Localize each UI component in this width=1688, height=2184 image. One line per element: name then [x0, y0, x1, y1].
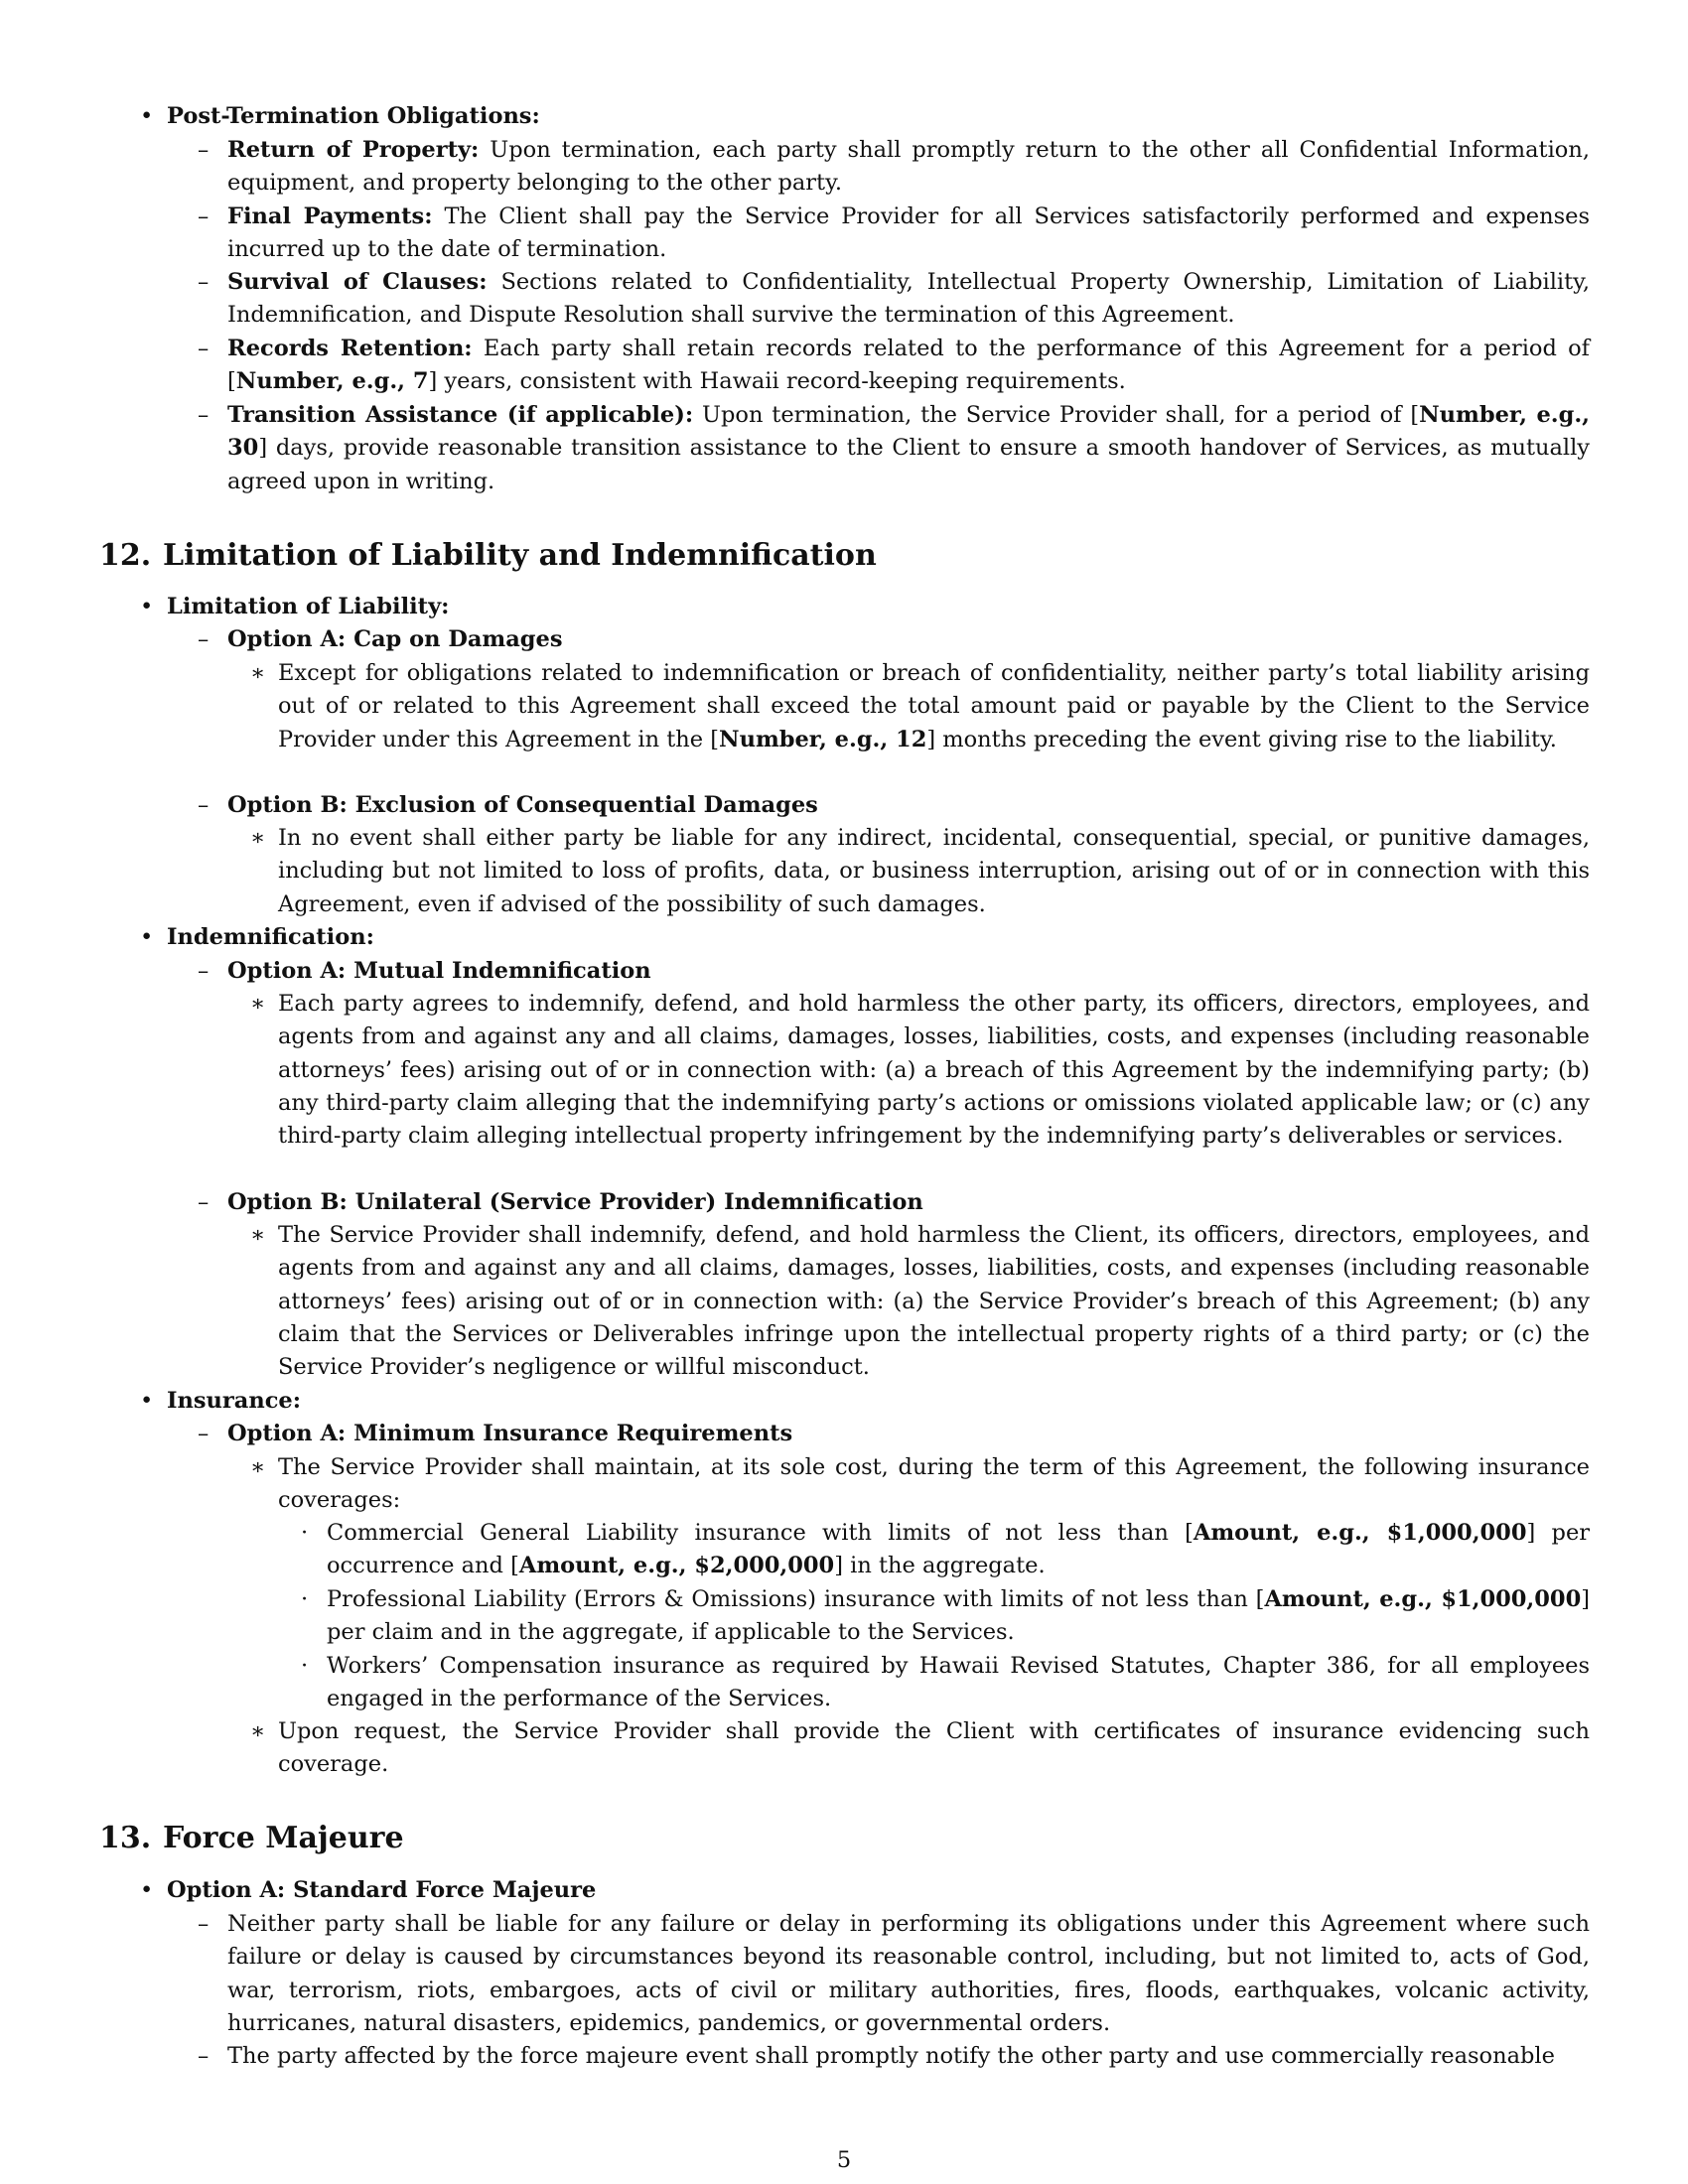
transition-text-a: Upon termination, the Service Provider shall, for a period of [ [693, 402, 1420, 428]
force-majeure-text-1: Neither party shall be liable for any failure or delay in performing its obligations under this Agreement where such failure or delay is caused by circumstances beyond its reasonable control, including, but not limited to, acts of God, war, terrorism, riots, embargoes, acts of civil or military authorities, fires, floods, earthquakes, volcanic activity, hurricanes, natural disasters, epidemics, pandemics, or governmental orders. [227, 1911, 1590, 2036]
certificates-text: Upon request, the Service Provider shall provide the Client with certificates of insurance evidencing such coverage. [278, 1718, 1590, 1778]
cgl-text-a: Commercial General Liability insurance with limits of not less than [ [327, 1520, 1194, 1546]
minimum-insurance-option [198, 1418, 1590, 1450]
section-12-title: Limitation of Liability and Indemnification [163, 538, 877, 573]
page-number: 5 [836, 2147, 852, 2173]
dash-marker: – [198, 626, 210, 652]
final-payments-label: Final Payments: [227, 204, 433, 229]
mutual-indemnification-title: Option A: Mutual Indemnification [227, 958, 651, 984]
star-marker: ∗ [250, 991, 266, 1017]
insurance-certificates-text [250, 1715, 1590, 1782]
mutual-indemnification-body: Each party agrees to indemnify, defend, and hold harmless the other party, its officers, directors, employees, and agents from and against any and all claims, damages, losses, liabilities, costs, and expenses (including reasonable attorneys’ fees) arising out of or in connection with: (a) a breach of this Agreement by the indemnifying party; (b) any third-party claim alleging that the indemnifying party’s actions or omissions violated applicable law; or (c) any third-party claim alleging intellectual property infringement by the indemnifying party’s deliverables or services. [278, 991, 1590, 1150]
survival-label: Survival of Clauses: [227, 269, 488, 295]
return-of-property-label: Return of Property: [227, 137, 480, 163]
post-termination-item [140, 100, 1557, 133]
dash-marker: – [198, 137, 210, 163]
section-13-number: 13. [99, 1821, 152, 1855]
transition-placeholder: Number, e.g., 30 [227, 402, 1591, 462]
final-payments-text: The Client shall pay the Service Provider for all Services satisfactorily performed and expenses incurred up to the date of termination. [227, 204, 1590, 263]
star-marker: ∗ [250, 660, 266, 686]
dash-marker: – [198, 792, 210, 818]
transition-text-b: ] days, provide reasonable transition assistance to the Client to ensure a smooth handover of Services, as mutually agreed upon in writing. [227, 435, 1590, 494]
cgl-text-b: ] per occurrence and [ [327, 1520, 1591, 1579]
indemnification-title: Indemnification: [167, 924, 374, 950]
dash-marker: – [198, 1189, 210, 1215]
mutual-indemnification-text [250, 988, 1590, 1153]
bullet-marker: • [140, 1388, 154, 1414]
consequential-text: In no event shall either party be liable for any indirect, incidental, consequential, special, or punitive damages, including but not limited to loss of profits, data, or business interruption, arising out of or in connection with this Agreement, even if advised of the possibility of such damages. [278, 825, 1590, 917]
transition-assistance-item [198, 399, 1591, 498]
records-placeholder: Number, e.g., 7 [235, 368, 429, 395]
bullet-marker: • [140, 1877, 154, 1903]
insurance-intro: The Service Provider shall maintain, at its sole cost, during the term of this Agreement, the following insurance coverages: [278, 1454, 1590, 1514]
bullet-marker: • [140, 924, 154, 950]
cap-on-damages-text [250, 657, 1590, 756]
standard-force-majeure-option [140, 1874, 1557, 1907]
cap-text-b: ] months preceding the event giving rise to the liability. [926, 726, 1557, 752]
records-retention-item [198, 333, 1590, 399]
bullet-marker: • [140, 594, 154, 619]
records-label: Records Retention: [227, 336, 473, 361]
unilateral-indemnification-title: Option B: Unilateral (Service Provider) Indemnification [227, 1189, 923, 1215]
professional-amount: Amount, e.g., $1,000,000 [1264, 1586, 1582, 1612]
dash-marker: – [198, 958, 210, 984]
force-majeure-text-2: The party affected by the force majeure event shall promptly notify the other party and use commercially reasonable [227, 2043, 1555, 2069]
dash-marker: – [198, 1421, 210, 1446]
force-majeure-option-title: Option A: Standard Force Majeure [167, 1877, 597, 1903]
professional-text-b: ] per claim and in the aggregate, if applicable to the Services. [327, 1586, 1591, 1646]
cap-text-a: Except for obligations related to indemnification or breach of confidentiality, neither party’s total liability arising out of or related to this Agreement shall exceed the total amount paid or payable by the Client to the Service Provider under this Agreement in the [ [278, 660, 1590, 752]
force-majeure-item-1 [198, 1908, 1590, 2040]
unilateral-indemnification-text [250, 1219, 1590, 1384]
cap-on-damages-option [198, 623, 1590, 656]
section-12-number: 12. [99, 538, 152, 573]
dot-marker: · [301, 1520, 309, 1546]
cgl-amount-1: Amount, e.g., $1,000,000 [1193, 1520, 1527, 1546]
bullet-marker: • [140, 103, 154, 129]
survival-of-clauses-item [198, 266, 1591, 333]
limitation-of-liability-item [140, 591, 1557, 623]
section-13-title: Force Majeure [163, 1821, 404, 1855]
survival-text: Sections related to Confidentiality, Intellectual Property Ownership, Limitation of Liability, Indemnification, and Dispute Resolution shall survive the termination of this Agreement. [227, 269, 1591, 329]
dash-marker: – [198, 269, 210, 295]
dash-marker: – [198, 204, 210, 229]
insurance-intro-text [250, 1451, 1590, 1518]
limitation-title: Limitation of Liability: [167, 594, 450, 619]
star-marker: ∗ [250, 1222, 266, 1248]
records-text-a: Each party shall retain records related to the performance of this Agreement for a period of [ [227, 336, 1590, 395]
unilateral-indemnification-body: The Service Provider shall indemnify, defend, and hold harmless the Client, its officers, directors, employees, and agents from and against any and all claims, damages, losses, liabilities, costs, and expenses (including reasonable attorneys’ fees) arising out of or in connection with: (a) the Service Provider’s breach of this Agreement; (b) any claim that the Services or Deliverables infringe upon the intellectual property rights of a third party; or (c) the Service Provider’s negligence or willful misconduct. [278, 1222, 1590, 1381]
cap-on-damages-title: Option A: Cap on Damages [227, 626, 563, 652]
post-termination-title: Post-Termination Obligations: [167, 103, 540, 129]
transition-label: Transition Assistance (if applicable): [227, 402, 694, 428]
cap-placeholder: Number, e.g., 12 [719, 726, 927, 752]
cgl-text-c: ] in the aggregate. [834, 1553, 1046, 1579]
dash-marker: – [198, 402, 210, 428]
workers-comp-text: Workers’ Compensation insurance as required by Hawaii Revised Statutes, Chapter 386, for all employees engaged in the performance of the Services. [327, 1653, 1590, 1712]
section-13-heading [99, 1819, 404, 1858]
unilateral-indemnification-option [198, 1186, 1590, 1219]
dash-marker: – [198, 336, 210, 361]
consequential-title: Option B: Exclusion of Consequential Damages [227, 792, 818, 818]
return-of-property-text: Upon termination, each party shall promptly return to the other all Confidential Information, equipment, and property belonging to the other party. [227, 137, 1590, 197]
dot-marker: · [301, 1653, 309, 1679]
return-of-property-item [198, 134, 1590, 201]
cgl-amount-2: Amount, e.g., $2,000,000 [518, 1553, 835, 1579]
professional-liability-item [301, 1583, 1591, 1650]
final-payments-item [198, 201, 1590, 267]
mutual-indemnification-option [198, 955, 1590, 988]
dot-marker: · [301, 1586, 309, 1612]
section-12-heading [99, 536, 877, 576]
consequential-damages-option [198, 789, 1590, 822]
workers-comp-item [301, 1650, 1590, 1716]
cgl-insurance-item [301, 1517, 1591, 1583]
force-majeure-item-2 [198, 2040, 1590, 2073]
consequential-damages-text [250, 822, 1590, 921]
indemnification-item [140, 921, 1557, 954]
insurance-item [140, 1385, 1557, 1418]
professional-text-a: Professional Liability (Errors & Omissions) insurance with limits of not less than [ [327, 1586, 1265, 1612]
dash-marker: – [198, 1911, 210, 1937]
dash-marker: – [198, 2043, 210, 2069]
star-marker: ∗ [250, 1454, 266, 1480]
star-marker: ∗ [250, 1718, 266, 1744]
star-marker: ∗ [250, 825, 266, 851]
insurance-title: Insurance: [167, 1388, 302, 1414]
minimum-insurance-title: Option A: Minimum Insurance Requirements [227, 1421, 793, 1446]
records-text-b: ] years, consistent with Hawaii record-keeping requirements. [428, 368, 1126, 395]
